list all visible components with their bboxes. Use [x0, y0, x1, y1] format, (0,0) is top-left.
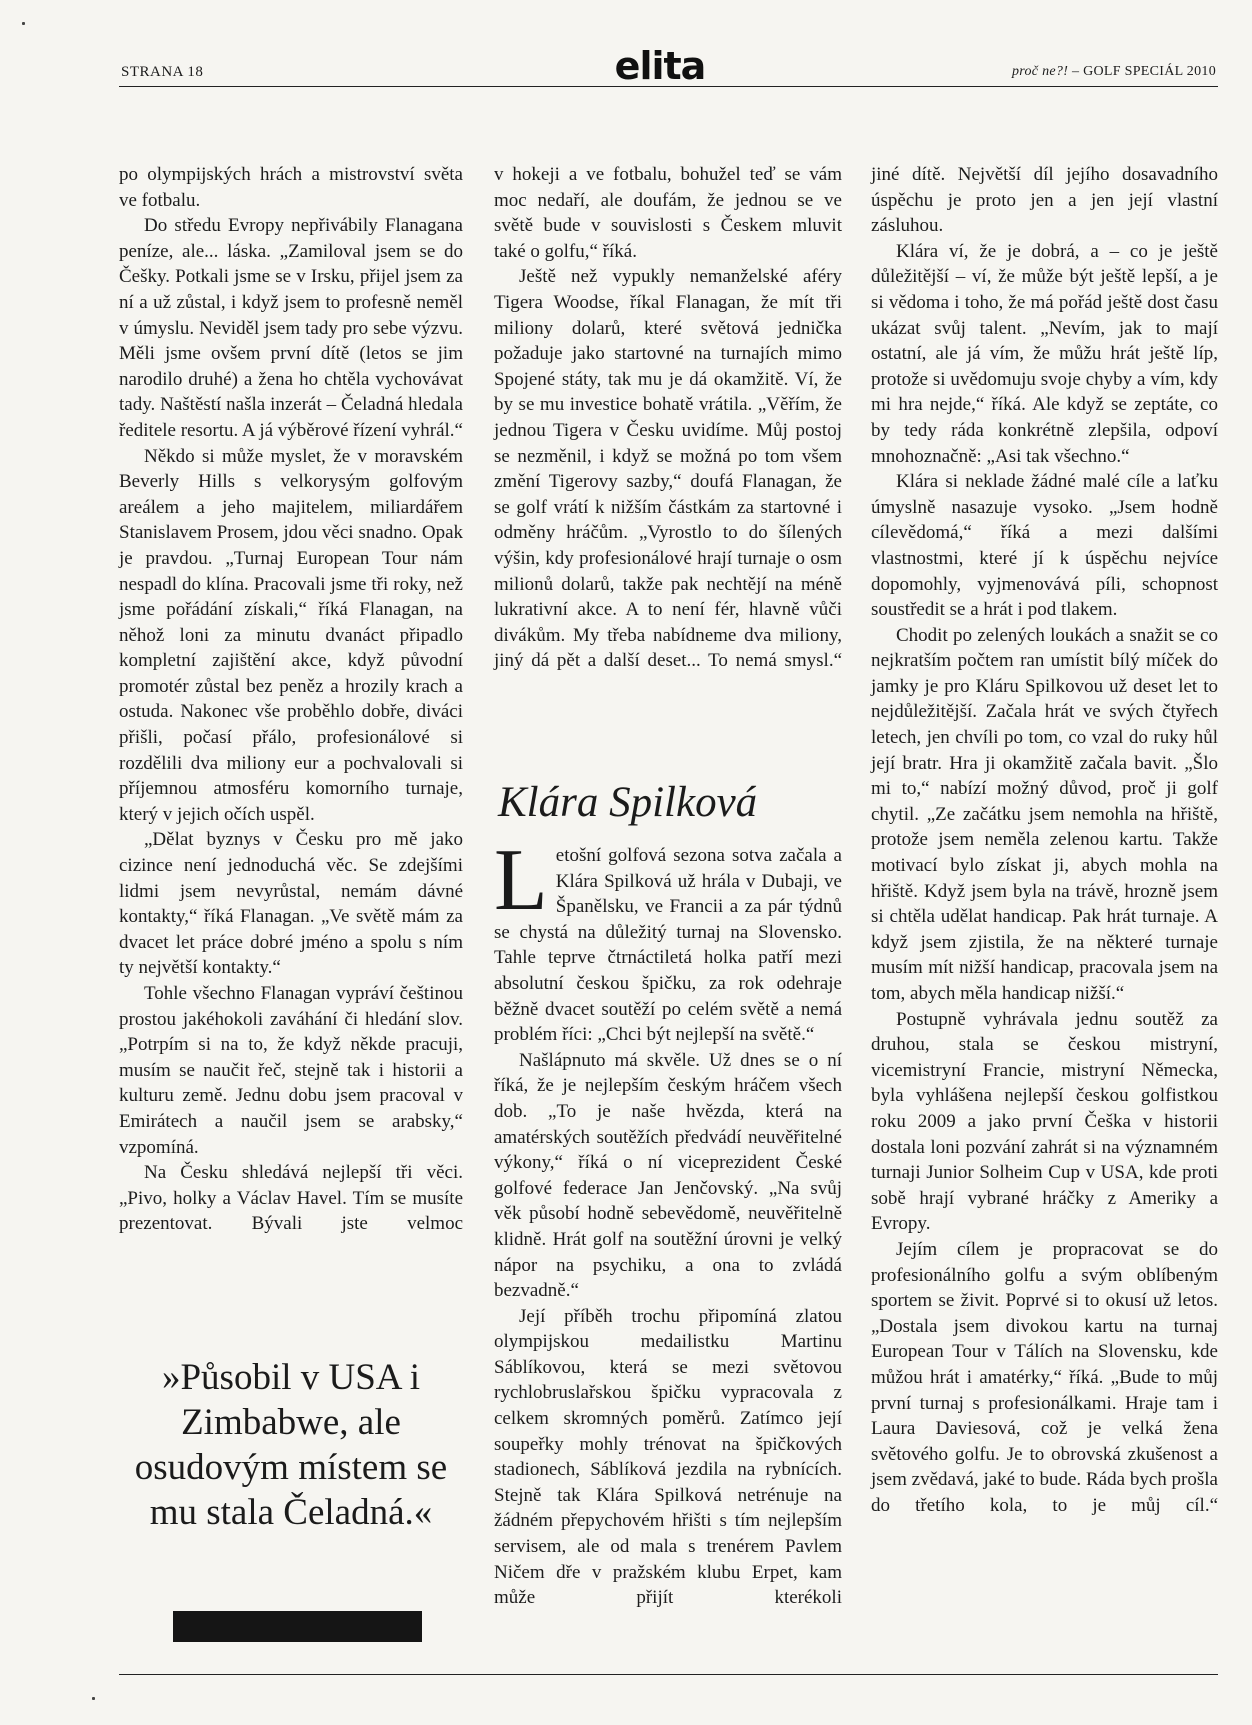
- scan-speck: [92, 1697, 95, 1700]
- paragraph: Klára ví, že je dobrá, a – co je ještě důležitější – ví, že může být ještě lepší, a je si vědoma i toho, že má pořád ještě dost času ukázat svůj talent. „Nevím, jak to mají ostatní, ale já vím, že můžu hrát ještě líp, protože si uvědomuju svoje chyby a vím, kdy mi hra nejde,“ říká. Ale když se zeptáte, co by tedy ráda konkrétně zlepšila, odpoví mnohoznačně: „Asi tak všechno.“: [871, 240, 1218, 467]
- lead-paragraph: [494, 832, 842, 1048]
- issue-label: [1012, 64, 1216, 80]
- paragraph: Na Česku shledává nejlepší tři věci. „Pivo, holky a Václav Havel. Tím se musíte prezentovat. Bývali jste velmoc: [119, 1162, 463, 1235]
- paragraph: Chodit po zelených loukách a snažit se co nejkratším počtem ran umístit bílý míček do jamky je pro Kláru Spilkovou už deset let to nejdůležitější. Začala hrát ve svých čtyřech letech, jen chvíli po tom, co vzal do ruky hůl její bratr. Hra ji okamžitě začala bavit. „Šlo mi to,“ nabízí možný důvod, proč ji golf chytil. „Ze začátku jsem nemohla na hřiště, protože jsem neměla zelenou kartu. Takže motivací bylo získat ji, abych mohla na hřiště. Když jsem byla na trávě, hrozně jsem si chtěla udělat handicap. Pak hrát turnaje. A když jsem zjistila, že na některé turnaje musím mít nižší handicap, pracovala jsem na tom, abych měla handicap nižší.“: [871, 624, 1218, 1004]
- pull-quote: »Působil v USA i Zimbabwe, ale osudovým místem se mu stala Čeladná.«: [134, 1357, 448, 1533]
- issue-italic: proč ne?!: [1011, 64, 1069, 79]
- paragraph: Ještě než vypukly nemanželské aféry Tigera Woodse, říkal Flanagan, že mít tři miliony dolarů, které světová jednička požaduje jako startovné na turnajích mimo Spojené státy, tak mu je dá okamžitě. Ví, že by se mu investice bohatě vrátila. „Věřím, že jednou Tigera v Česku uvidíme. Můj postoj se nezměnil, i když se možná po tom všem změní Tigerovy sazby,“ doufá Flanagan, že se golf vrátí k nižším částkám za startovné i odměny hráčům. „Vyrostlo to do šílených výšin, kdy profesionálové hrají turnaje o osm milionů dolarů, takže pak nechtějí na méně lukrativní akce. A to není fér, hlavně vůči divákům. My třeba nabídneme dva miliony, jiný dá pět a další deset... To nemá smysl.“: [494, 266, 842, 672]
- paragraph: Jejím cílem je propracovat se do profesionálního golfu a svým oblíbeným sportem se živit. Poprvé si to okusí už letos. „Dostala jsem divokou kartu na turnaj European Tour v Tálích na Slovensku, kde můžou hrát i amatérky,“ říká. „Bude to můj první turnaj s profesionálkami. Hraje tam i Laura Daviesová, což je velká žena světového golfu. Je to obrovská zkušenost a jsem zvědavá, jaké to bude. Ráda bych prošla do třetího kola, to je můj cíl.“: [871, 1238, 1218, 1516]
- magazine-logo: elita: [614, 44, 706, 88]
- issue-rest: – GOLF SPECIÁL 2010: [1068, 64, 1216, 79]
- paragraph: „Dělat byznys v Česku pro mě jako cizince není jednoduchá věc. Se zdejšími lidmi jsem nevyrůstal, nemám dávné kontakty,“ říká Flanagan. „Ve světě mám za dvacet let práce dobré jméno a spolu s ním ty největší kontakty.“: [119, 829, 463, 979]
- paragraph: Našlápnuto má skvěle. Už dnes se o ní říká, že je nejlepším českým hráčem všech dob. „To je naše hvězda, která na amatérských soutěžích předvádí neuvěřitelné výkony,“ říká o ní viceprezident České golfové federace Jan Jenčovský. „Na svůj věk působí hodně sebevědomě, neuvěřitelně klidně. Hrát golf na soutěžní úrovni je velký nápor na psychiku, a ona to zvládá bezvadně.“: [494, 1049, 842, 1302]
- paragraph: Její příběh trochu připomíná zlatou olympijskou medailistku Martinu Sáblíkovou, která se mezi světovou rychlobruslařskou špičku vypracovala z celkem skromných poměrů. Zatímco její soupeřky mohly trénovat na špičkových stadionech, Sáblíková jezdila na rybnících. Stejně tak Klára Spilková netrénuje na žádném přepychovém hřišti s tím nejlepším servisem, ale od mala s trenérem Pavlem Ničem dře v pražském klubu Erpet, kam může přijít kterékoli: [494, 1305, 842, 1609]
- paragraph: Klára si neklade žádné malé cíle a laťku úmyslně nasazuje vysoko. „Jsem hodně cílevědomá,“ říká a mezi dalšími vlastnostmi, které jí k úspěchu nejvíce dopomohly, vyjmenovává píli, schopnost soustředit se a hrát i pod tlakem.: [871, 471, 1218, 621]
- column-2: [494, 162, 842, 674]
- paragraph: Tohle všechno Flanagan vypráví češtinou prostou jakéhokoli zaváhání či hledání slov. „Potrpím si na to, že když někde pracuji, musím se naučit řeč, stejně tak i historii a kulturu země. Jednu dobu jsem pracoval v Emirátech a naučil jsem se arabsky,“ vzpomíná.: [119, 983, 463, 1158]
- section-heading: Klára Spilková: [498, 779, 758, 826]
- drop-cap: L: [494, 832, 548, 929]
- lead-text: etošní golfová sezona sotva začala a Klára Spilková už hrála v Dubaji, ve Španělsku, ve Francii a za pár týdnů se chystá na důležitý turnaj na Slovensko. Tahle teprve čtrnáctiletá holka patří mezi absolutní českou špičku, za rok odehraje běžně dvacet soutěží po celém světě a nemá problém říci: „Chci být nejlepší na světě.“: [494, 845, 842, 1046]
- footer-rule: [119, 1674, 1218, 1675]
- header-rule: [119, 86, 1218, 87]
- paragraph: Někdo si může myslet, že v moravském Beverly Hills s velkorysým golfovým areálem a jeho majitelem, miliardářem Stanislavem Prosem, jdou věci snadno. Opak je pravdou. „Turnaj European Tour nám nespadl do klína. Pracovali jsme tři roky, než jsme pořádání získali,“ říká Flanagan, na něhož loni za minutu dvanáct připadlo kompletní zajištění akce, když původní promotér zůstal bez peněz a hrozily krach a ostuda. Nakonec vše proběhlo dobře, diváci přišli, počasí přálo, profesionálové si rozdělili dva miliony eur a pochvalovali si příjemnou atmosféru komorního turnaje, který v jejich očích uspěl.: [119, 445, 463, 825]
- paragraph: jiné dítě. Největší díl jejího dosavadního úspěchu je proto jen a jen její vlastní zásluhou.: [871, 164, 1218, 237]
- scan-speck: [22, 22, 25, 25]
- paragraph: po olympijských hrách a mistrovství světa ve fotbalu.: [119, 164, 463, 211]
- paragraph: v hokeji a ve fotbalu, bohužel teď se vám moc nedaří, ale doufám, že jednou se ve světě bude v souvislosti s Českem mluvit také o golfu,“ říká.: [494, 164, 842, 262]
- redaction-bar: [173, 1611, 422, 1642]
- page-number: STRANA 18: [121, 64, 204, 80]
- column-3: [871, 162, 1218, 1518]
- paragraph: Postupně vyhrávala jednu soutěž za druhou, stala se českou mistryní, vicemistryní Francie, mistryní Německa, byla vyhlášena nejlepší českou golfistkou roku 2009 a jako první Češka v historii dostala loni pozvání zahrát si na významném turnaji Junior Solheim Cup v USA, kde proti sobě hrají vybrané hráčky z Ameriky a Evropy.: [871, 1008, 1218, 1235]
- column-2-section: [494, 832, 842, 1611]
- column-1: [119, 162, 463, 1237]
- paragraph: Do středu Evropy nepřivábily Flanagana peníze, ale... láska. „Zamiloval jsem se do Češky. Potkali jsme se v Irsku, přijel jsem za ní a už zůstal, i když jsem to profesně neměl v úmyslu. Neviděl jsem tady pro sebe výzvu. Měli jsme ovšem první dítě (letos se jim narodilo druhé) a žena ho chtěla vychovávat tady. Naštěstí našla inzerát – Čeladná hledala ředitele resortu. A já výběrové řízení vyhrál.“: [119, 215, 463, 441]
